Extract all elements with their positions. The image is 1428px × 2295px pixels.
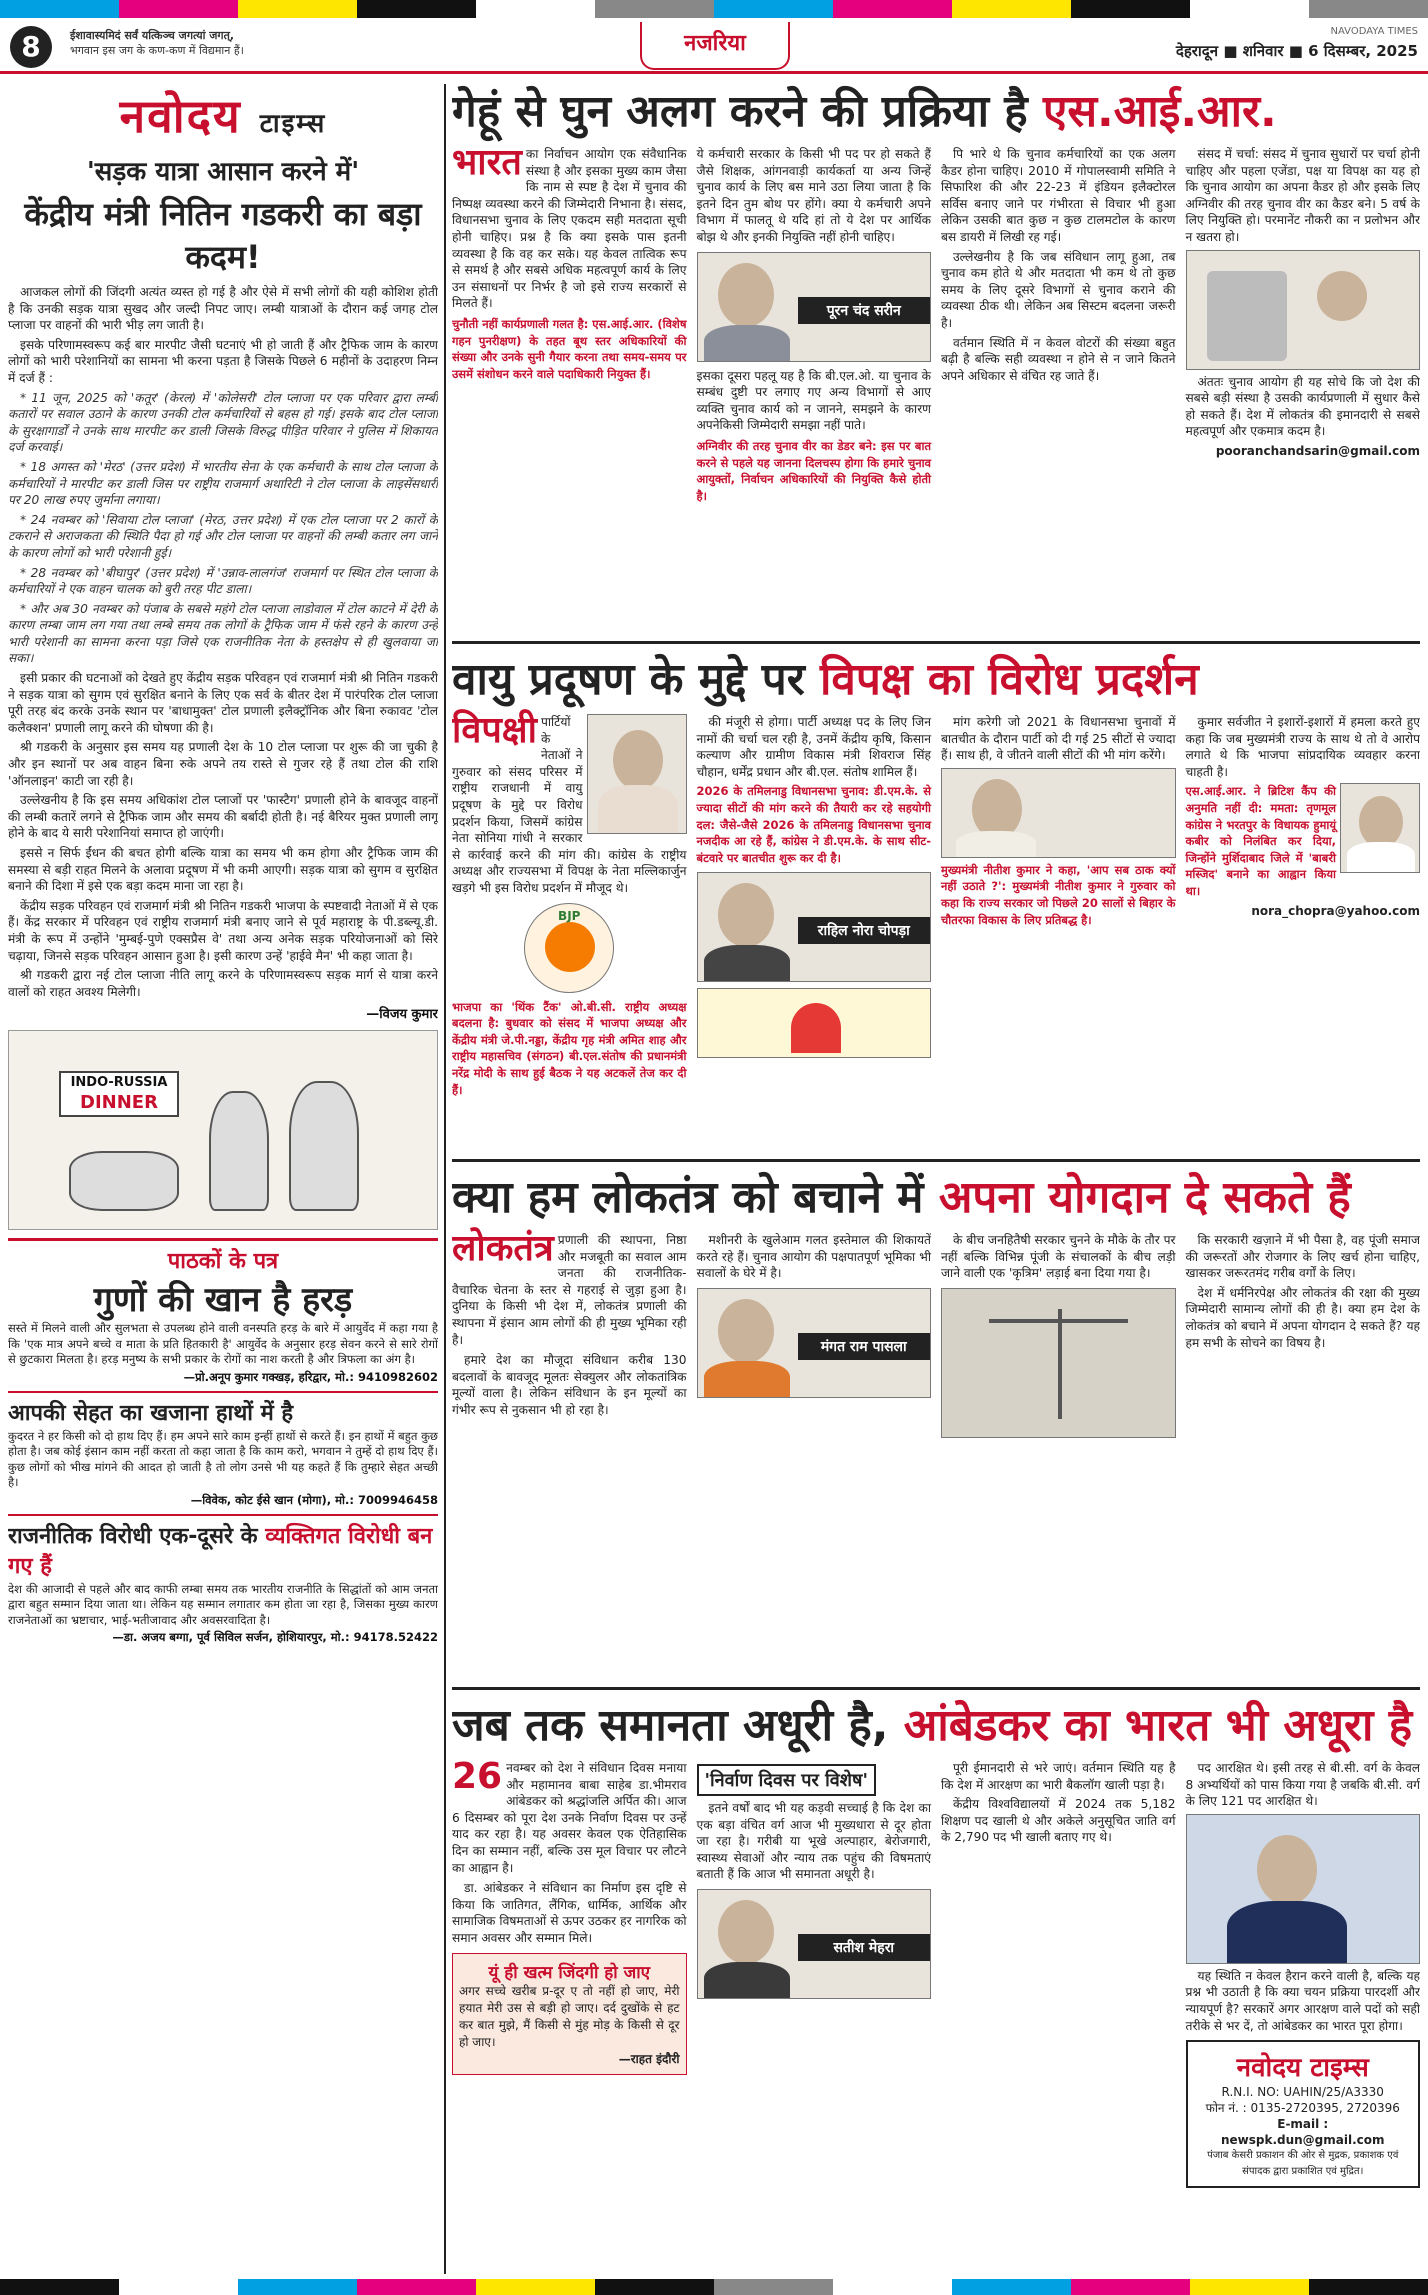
article-text: इतने वर्षों बाद भी यह कड़वी सच्चाई है कि देश का एक बड़ा वंचित वर्ग आज भी मुख्यधारा से दूर होता जा रहा है। गरीबी या भूखे अल्पाहार, बेरोजगारी, स्वास्थ्य सेवाओं और न्याय तक पहुंच की विषमताएं बताती हैं कि आज भी समानता अधूरी है। <box>696 1801 931 1882</box>
imprint-box <box>1186 2040 1421 2188</box>
author-email: nora_chopra@yahoo.com <box>1251 903 1420 918</box>
editorial-bullet: * और अब 30 नवम्बर को पंजाब के सबसे महंगे टोल प्लाजा लाडोवाल में टोल काटने में देरी के कारण लम्बा जाम लग गया तथा लम्बे समय तक लोगों के ट्रैफिक जाम में फंसे रहने के कारण उन्हें भारी परेशानी का सामना करना पड़ा जिसे एक राजनीतिक नेता के हस्तक्षेप से ही खुलवाया जा सका। <box>8 601 438 666</box>
editorial-para: इससे न सिर्फ ईंधन की बचत होगी बल्कि यात्रा का समय भी कम होगा और ट्रैफिक जाम की समस्या से बड़ी राहत मिलने के अलावा प्रदूषण में भी कमी आएगी। सड़क यात्रा को सुगम व सुरक्षित बनाने की दिशा में इसे एक बड़ा कदम माना जा रहा है। <box>8 846 438 894</box>
person-shirt <box>956 831 1036 858</box>
dropcap: लोकतंत्र <box>452 1228 554 1269</box>
headline-highlight: आंबेडकर का भारत भी अधूरा है <box>903 1700 1413 1751</box>
poem-signature: —राहत इंदौरी <box>618 2051 680 2066</box>
article-text: डा. आंबेडकर ने संविधान का निर्माण इस दृष्टि से किया कि जातिगत, लैंगिक, धार्मिक, आर्थिक और सामाजिक विषमताओं से ऊपर उठकर हर नागरिक को समान अवसर और सम्मान मिले। <box>452 1881 687 1945</box>
author-photo <box>697 1889 932 1999</box>
editorial-para: श्री गडकरी द्वारा नई टोल प्लाजा नीति लागू करने के परिणामस्वरूप सड़क मार्ग से यात्रा करने वालों को राहत अवश्य मिलेगी। <box>8 968 438 999</box>
article-column <box>1186 1760 1421 2188</box>
article-text: का निर्वाचन आयोग एक संवैधानिक संस्था है और इसका मुख्य काम जैसा कि नाम से स्पष्ट है देश में चुनाव की निष्पक्ष व्यवस्था करने की जिम्मेदारी निभाना है। संसद, विधानसभा चुनाव के लिए एकदम सही मतदाता सूची होनी चाहिए। प्रश्न है कि क्या इसके पास इतनी व्यवस्था है कि वह कर सके। यह केवल तात्विक रूप से समर्थ है और सबसे अधिक महत्वपूर्ण कार्य के लिए उन संसाधनों पर निर्भर है जो इसे राज्य सरकारों से मिलते हैं। <box>452 147 687 311</box>
editorial-para: उल्लेखनीय है कि इस समय अधिकांश टोल प्लाजों पर 'फास्टैग' प्रणाली होने के बावजूद वाहनों की लम्बी कतारें लगने से ट्रैफिक जाम और समय की बर्बादी होती है। नई बैरियर मुक्त प्रणाली लागू होने के बाद ये सारी परेशानियां समाप्त हो जाएंगी। <box>8 793 438 841</box>
dropcap: भारत <box>452 142 522 183</box>
letter-body: देश की आजादी से पहले और बाद काफी लम्बा समय तक भारतीय राजनीति के सिद्धांतों को आम जनता द्वारा बहुत सम्मान दिया जाता था। लेकिन यह सम्मान लगातार कम होता जा रहा है, जिसका मुख्य कारण राजनेताओं का भ्रष्टाचार, भाई-भतीजावाद और अवसरवादिता है। <box>8 1581 438 1627</box>
author-shirt <box>704 945 790 982</box>
article-text: ये कर्मचारी सरकार के किसी भी पद पर हो सकते हैं जैसे शिक्षक, आंगनवाड़ी कार्यकर्ता या अन्य जिन्हें चुनाव कार्य के लिए बस माने उठा लिया जाता है कि इतने दिन तुम बोथ पर होंगे। क्या ये कर्मचारी अपने विभाग में फालतू थे यदि हां तो ये देश पर आर्थिक बोझ थे और इनकी नियुक्ति नहीं होनी चाहिए। <box>696 147 931 244</box>
article-text: हमारे देश का मौजूदा संविधान करीब 130 बदलावों के बावजूद मूलतः सेक्युलर और लोकतांत्रिक मूल्यों वाला है। लेकिन संविधान के इन मूल्यों का गंभीर रूप से नुकसान भी हो रहा है। <box>452 1353 687 1417</box>
poem-text: अगर सच्चे खरीब प्र-दूर ए तो नहीं हो जाए, मेरी हयात मेरी उस से बड़ी हो जाए। दर्द दुखोंके से हट कर बात मुझे, मैं किसी से मुंह मोड़ के किसी से दूर हो जाए। <box>459 1983 680 2049</box>
article-ambedkar <box>452 1698 1420 2276</box>
article-text: के बीच जनहितैषी सरकार चुनने के मौके के तौर पर नहीं बल्कि विभिन्न पूंजी के संचालकों के बीच लड़ी जाने वाली एक 'कृत्रिम' लड़ाई बना दिया गया है। <box>941 1233 1176 1281</box>
scale-beam <box>989 1319 1129 1323</box>
article-subhead: अग्निवीर की तरह चुनाव वीर का डेडर बने: इस पर बात करने से पहले यह जानना दिलचस्प होगा कि हमारे चुनाव आयुक्तों, निर्वाचन अधिकारियों की नियुक्ति कैसे होती है। <box>696 438 931 503</box>
cartoon-sign-line1: INDO-RUSSIA <box>70 1075 168 1091</box>
article-democracy <box>452 1170 1420 1690</box>
editorial-bullet: * 11 जून, 2025 को 'कतूर' (केरल) में 'कोलेसरी' टोल प्लाजा पर एक परिवार द्वारा लम्बी कतारों पर सवाल उठाने के कारण उनकी टोल कर्मचारियों से बहस हो गई। इसके बाद टोल प्लाजा के सुरक्षागार्डों ने उनके साथ मारपीट कर डाली जिसके विरुद्ध पीड़ित परिवार ने पुलिस में शिकायत दर्ज करवाई। <box>8 390 438 455</box>
person-shirt <box>598 785 678 834</box>
masthead <box>0 22 1428 74</box>
paper-logo <box>108 84 338 146</box>
author-face <box>718 1900 774 1964</box>
article-column <box>452 710 687 1101</box>
article-text: पि भारे थे कि चुनाव कर्मचारियों का एक अलग कैडर होना चाहिए। 2010 में गोपालस्वामी समिति ने सिफारिश की और 22-23 में इंडियन इलैक्टोरल सर्विस बनाए जाने पर गंभीरता से विचार भी हुआ लेकिन उसकी बात कुछ न कुछ टालमटोल के कारण बस डायरी में लिखी रह गई। <box>941 147 1176 244</box>
cartoon-sign-line2: DINNER <box>80 1092 158 1114</box>
headline-part: वायु प्रदूषण के मुद्दे पर <box>452 654 821 705</box>
headline-part: क्या हम लोकतंत्र को बचाने में <box>452 1172 939 1223</box>
page-number: 8 <box>10 26 52 68</box>
article-column <box>941 146 1176 507</box>
author-shirt <box>704 325 790 362</box>
scales-illustration <box>941 1288 1176 1438</box>
article-text: कुमार सर्वजीत ने इशारों-इशारों में हमला करते हुए कहा कि जब मुख्यमंत्री राज्य के साथ थे तो वे आरोप लगाते थे कि भाजपा सांप्रदायिक व्यवहार करना चाहती है। <box>1185 715 1420 779</box>
article-text: कि सरकारी खज़ाने में भी पैसा है, वह पूंजी समाज की जरूरतों और रोजगार के लिए खर्च होना चाहिए, खासकर जरूरतमंद गरीब वर्गों के लिए। <box>1185 1233 1420 1281</box>
rising-sun-icon <box>791 1003 841 1053</box>
date-text: देहरादून ■ शनिवार ■ 6 दिसम्बर, 2025 <box>1175 42 1418 60</box>
evm-shape <box>1207 271 1287 361</box>
letter-signature: —विवेक, कोट ईसे खान (मोगा), मो.: 7009946458 <box>190 1492 438 1507</box>
article-text: संसद में चर्चा: संसद में चुनाव सुधारों पर चर्चा होनी चाहिए और पहला एजेंडा, पक्ष या विपक्ष का यह हो कि चुनाव आयोग का अपना कैडर हो और इसके लिए अग्निवीर की तरह चुनाव वीर का कैडर बने। 5 वर्ष के लिए नियुक्ति हो। परमानेंट नौकरी का न प्रलोभन और न खतरा हो। <box>1185 147 1420 244</box>
editorial-bullet: * 24 नवम्बर को 'सिवाया टोल प्लाजा' (मेरठ, उत्तर प्रदेश) में एक टोल प्लाजा पर 2 कारों के टकराने से अराजकता की स्थिति पैदा हो गई और टोल प्लाजा पर वाहनों की लम्बी कतार लग जाने के कारण लोगों को भारी परेशानी हुई। <box>8 512 438 560</box>
article-text: अंततः चुनाव आयोग ही यह सोचे कि जो देश की सबसे बड़ी संस्था है उसकी कार्यप्रणाली में सुधार कैसे हो सकते हैं। देश में लोकतंत्र की इमानदारी से सबसे महत्वपूर्ण और एकमात्र कदम है। <box>1185 374 1420 439</box>
author-photo <box>697 252 932 362</box>
logo-main: नवोदय <box>119 89 242 143</box>
column-rule <box>444 84 446 2274</box>
article-column <box>452 1756 687 2188</box>
article-text: पूरी ईमानदारी से भरे जाएं। वर्तमान स्थिति यह है कि देश में आरक्षण का भारी बैकलॉग खाली पड़ा है। <box>941 1761 1176 1792</box>
article-text: मशीनरी के खुलेआम गलत इस्तेमाल की शिकायतें करते रहे हैं। चुनाव आयोग की पक्षपातपूर्ण भूमिका भी सवालों के घेरे में है। <box>696 1233 931 1281</box>
article-text: देश में धर्मनिरपेक्ष और लोकतंत्र की रक्षा की मुख्य जिम्मेदारी सामान्य लोगों की ही है। क्या हम देश के लोकतंत्र को बचाने में अपना योगदान दे सकते हैं? यह हम सभी के सोचने का विषय है। <box>1185 1285 1420 1350</box>
article-sir <box>452 84 1420 644</box>
article-headline <box>452 1698 1420 1754</box>
editorial-byline: —विजय कुमार <box>366 1007 438 1023</box>
article-text: वर्तमान स्थिति में न केवल वोटरों की संख्या बहुत बढ़ी है बल्कि सही व्यवस्था न होने से न जाने कितने अपने अधिकार से वंचित रह जाते हैं। <box>941 335 1176 383</box>
author-name: सतीश मेहरा <box>798 1934 931 1961</box>
author-shirt <box>704 1361 790 1398</box>
cartoon-figure <box>289 1081 359 1211</box>
letter-title-highlight: व्यक्तिगत विरोधी बन गए हैं <box>8 1523 433 1579</box>
article-subhead: एस.आई.आर. ने ब्रिटिश कैंप की अनुमति नहीं दी: ममता: तृणमूल कांग्रेस ने भरतपुर के विधायक हुमायूं कबीर को निलंबित कर दिया, जिन्होंने मुर्शिदाबाद जिले में 'बाबरी मस्जिद' बनाने का आह्वान किया था। <box>1185 784 1336 898</box>
special-box: 'निर्वाण दिवस पर विशेष' <box>697 1764 876 1796</box>
letters-title: पाठकों के पत्र <box>167 1249 279 1275</box>
dropcap: विपक्षी <box>452 710 537 751</box>
headline-highlight: एस.आई.आर. <box>1042 86 1277 137</box>
party-symbol <box>697 988 932 1058</box>
mamata-photo <box>1340 783 1420 873</box>
person-shirt <box>1347 842 1415 873</box>
editorial-para: इसी प्रकार की घटनाओं को देखते हुए केंद्रीय सड़क परिवहन एवं राजमार्ग मंत्री श्री नितिन गडकरी ने सड़क यात्रा को सुगम एवं सुरक्षित बनाने के लिए एक सर्व के बीतर देश में पारंपरिक टोल प्लाजा पूरी तरह बंद करके उनके स्थान पर 'बाधामुक्त' टोल प्रणाली इलैक्ट्रॉनिक और बिना रुकावट 'टोल कलैक्शन' प्रणाली लागू करने की घोषणा की है। <box>8 671 438 735</box>
editorial-para: केंद्रीय सड़क परिवहन एवं राजमार्ग मंत्री श्री नितिन गडकरी भाजपा के स्पष्टवादी नेताओं में से एक हैं। केंद्र सरकार में परिवहन एवं राष्ट्रीय राजमार्ग मंत्री बनाए जाने से पूर्व महाराष्ट्र के पी.डब्ल्यू.डी. मंत्री के रूप में उन्होंने 'मुम्बई-पुणे एक्सप्रैस वे' तथा अन्य अनेक सड़क परियोजनाओं को सिरे चढ़ाया, जिनसे सड़क परिवहन आसान हुआ है। इसी कारण उन्हें 'हाईवे मैन' भी कहा जाता है। <box>8 898 438 963</box>
article-text: पद आरक्षित थे। इसी तरह से बी.सी. वर्ग के केवल 8 अभ्यर्थियों को पास किया गया है जबकि बी.सी. वर्ग के लिए 121 पद आरक्षित थे। <box>1185 1761 1420 1809</box>
person-face <box>1359 796 1403 848</box>
logo-sub: टाइम्स <box>259 109 327 139</box>
article-text: की मंजूरी से होगा। पार्टी अध्यक्ष पद के लिए जिन नामों की चर्चा चल रही है, उनमें केंद्रीय कृषि, किसान कल्याण और ग्रामीण विकास मंत्री शिवराज सिंह चौहान, धर्मेंद्र प्रधान और बी.एल. संतोष शामिल हैं। <box>696 715 931 779</box>
brand-name: NAVODAYA TIMES <box>1330 26 1418 37</box>
imprint-phone: फोन नं. : 0135-2720395, 2720396 <box>1205 2101 1400 2116</box>
letter-title: आपकी सेहत का खजाना हाथों में है <box>8 1391 438 1427</box>
letter-title <box>8 1514 438 1580</box>
article-column <box>452 1228 687 1444</box>
article-text: यह स्थिति न केवल हैरान करने वाली है, बल्कि यह प्रश्न भी उठाती है कि क्या चयन प्रक्रिया पारदर्शी और न्यायपूर्ण है? सरकारें अगर आरक्षण वाले पदों को सही तरीके से भर दें, तो आंबेडकर का भारत पूरा होगा। <box>1185 1968 1420 2033</box>
person-face <box>1257 1835 1317 1905</box>
author-name: मंगत राम पासला <box>798 1333 931 1360</box>
article-column <box>1186 1232 1421 1444</box>
editorial-para: आजकल लोगों की जिंदगी अत्यंत व्यस्त हो गई है और ऐसे में सभी लोगों की यही कोशिश होती है कि उनकी सड़क यात्रा सुखद और जल्दी निपट जाए। लम्बी यात्राओं के दौरान कई जगह टोल प्लाजा पर वाहनों की भारी भीड़ लग जाती है। <box>8 285 438 333</box>
article-headline <box>452 84 1420 140</box>
editorial-headline: केंद्रीय मंत्री नितिन गडकरी का बड़ा कदम! <box>24 195 422 276</box>
headline-part: गेहूं से घुन अलग करने की प्रक्रिया है <box>452 86 1043 137</box>
author-face <box>718 263 774 327</box>
article-column <box>697 1760 932 2188</box>
editorial-bullet: * 18 अगस्त को 'मेरठ' (उत्तर प्रदेश) में भारतीय सेना के एक कर्मचारी के साथ टोल प्लाजा के कर्मचारियों ने मारपीट कर डाली जिस पर राष्ट्रीय राजमार्ग अथारिटी ने टोल प्लाजा के लाइसेंसधारी पर 20 लाख रुपए जुर्माना लगाया। <box>8 459 438 508</box>
registration-bar <box>0 0 1428 18</box>
letter-title-part: राजनीतिक विरोधी एक-दूसरे के <box>8 1523 266 1549</box>
author-email: pooranchandsarin@gmail.com <box>1215 443 1420 458</box>
article-column <box>941 714 1176 1101</box>
article-column <box>1186 146 1421 507</box>
letter-body: सस्ते में मिलने वाली और सुलभता से उपलब्ध होने वाली वनस्पति हरड़ के बारे में आयुर्वेद में कहा गया है कि 'एक मात्र अपने बच्चे व माता के प्रति हितकारी है' आयुर्वेद के अनुसार हरड़ सेवन करने से सारे रोगों से छुटकारा मिलता है। हरड़ मनुष्य के सभी प्रकार के रोगों का नाश करती है और त्रिफला का अंग है। <box>8 1321 438 1367</box>
article-column <box>452 142 687 507</box>
headline-highlight: विपक्ष का विरोध प्रदर्शन <box>820 654 1199 705</box>
letter-title: गुणों की खान है हरड़ <box>93 1280 353 1321</box>
editorial-kicker: 'सड़क यात्रा आसान करने में' <box>86 157 360 187</box>
article-column <box>697 714 932 1101</box>
lotus-icon <box>545 922 595 972</box>
editorial-column <box>8 84 438 2274</box>
author-shirt <box>704 1962 790 1999</box>
scale-pole <box>1058 1309 1062 1419</box>
author-photo <box>697 872 932 982</box>
headline-highlight: अपना योगदान दे सकते हैं <box>938 1172 1351 1223</box>
article-text: केंद्रीय विश्वविद्यालयों में 2024 तक 5,182 शिक्षण पद खाली थे और अकेले अनुसूचित जाति वर्ग के 2,790 पद भी खाली बताए गए थे। <box>941 1797 1176 1845</box>
dropcap: 26 <box>452 1756 503 1797</box>
cartoon-figure <box>69 1151 179 1211</box>
sloka <box>70 28 330 58</box>
editorial-body <box>8 284 438 1000</box>
editorial-cartoon <box>8 1030 438 1230</box>
cartoon-sign <box>59 1071 179 1117</box>
evm-photo <box>1186 250 1421 370</box>
article-text: नवम्बर को देश ने संविधान दिवस मनाया और महामानव बाबा साहेब डा.भीमराव आंबेडकर को श्रद्धांजलि अर्पित की। आज 6 दिसम्बर को पूरा देश उनके निर्वाण दिवस पर उन्हें याद कर रहा है। यह अवसर केवल एक ऐतिहासिक दिन का सम्मान नहीं, बल्कि उस मूल विचार पर लौटने का आह्वान है। <box>452 1761 687 1875</box>
letter-signature: —डा. अजय बग्गा, पूर्व सिविल सर्जन, होशियारपुर, मो.: 94178.52422 <box>112 1630 438 1645</box>
author-face <box>718 883 774 947</box>
article-text: उल्लेखनीय है कि जब संविधान लागू हुआ, तब चुनाव कम होते थे और मतदाता भी कम थे तो कुछ समय के लिए दूसरे विभागों से चुनाव कराने की व्यवस्था ठीक थी। लेकिन अब सिस्टम बदलना जरूरी है। <box>941 249 1176 330</box>
article-headline <box>452 652 1420 708</box>
bjp-label: BJP <box>558 908 581 923</box>
article-column <box>941 1760 1176 2188</box>
article-headline <box>452 1170 1420 1226</box>
editorial-bullet: * 28 नवम्बर को 'बीघापुर' (उत्तर प्रदेश) में 'उन्नाव-लालगंज' राजमार्ग पर स्थित टोल प्लाजा के कर्मचारियों ने एक वाहन चालक को बुरी तरह पीट डाला। <box>8 565 438 597</box>
person-face <box>613 730 663 790</box>
author-face <box>718 1299 774 1363</box>
article-subhead: भाजपा का 'थिंक टैंक' ओ.बी.सी. राष्ट्रीय अध्यक्ष बदलना है: बुधवार को संसद में भाजपा अध्यक्ष और केंद्रीय मंत्री जे.पी.नड्डा, केंद्रीय गृह मंत्री अमित शाह और राष्ट्रीय महासचिव (संगठन) बी.एल.संतोष की प्रधानमंत्री नरेंद्र मोदी के साथ हुई बैठक ने यह अटकलें तेज कर दी हैं। <box>452 999 687 1097</box>
article-subhead: चुनौती नहीं कार्यप्रणाली गलत है: एस.आई.आर. (विशेष गहन पुनरीक्षण) के तहत बूथ स्तर अधिकारियों की संख्या और उनके सुनी गैयार करना तथा समय-समय पर उसमें संशोधन करने वाले पदाधिकारी नियुक्त हैं। <box>452 316 687 381</box>
editorial-para: श्री गडकरी के अनुसार इस समय यह प्रणाली देश के 10 टोल प्लाजा पर शुरू की जा चुकी है और इन स्थानों पर अब वाहन बिना रुके अपने तय रास्ते से गुजर रहे हैं तथा टोल की राशि 'ऑनलाइन' काटी जा रही है। <box>8 740 438 788</box>
imprint-email: E-mail : newspk.dun@gmail.com <box>1220 2117 1385 2148</box>
article-pollution <box>452 652 1420 1162</box>
article-subhead: 2026 के तमिलनाडु विधानसभा चुनाव: डी.एम.के. से ज्यादा सीटों की मांग करने की तैयारी कर रहे सहयोगी दल: जैसे-जैसे 2026 के तमिलनाडु विधानसभा चुनाव नजदीक आ रहे हैं, कांग्रेस ने डी.एम.के. के साथ सीट-बंटवारे पर बातचीत शुरू कर दी है। <box>696 784 931 865</box>
article-subhead: मुख्यमंत्री नीतीश कुमार ने कहा, 'आप सब ठाक क्यों नहीं उठाते ?': मुख्यमंत्री नीतीश कुमार ने गुरुवार को कहा कि राज्य सरकार जो पिछले 20 सालों से बिहार के चौतरफा विकास के लिए प्रतिबद्ध है। <box>941 862 1176 927</box>
imprint-logo: नवोदय टाइम्स <box>1236 2053 1369 2084</box>
author-name: पूरन चंद सरीन <box>798 297 931 324</box>
article-text: इसका दूसरा पहलू यह है कि बी.एल.ओ. या चुनाव के सम्बंध दुष्टी पर लगाए गए अन्य विभागों से आए व्यक्ति चुनाव कार्य को न जानने, समझने के कारण अपनेकिसी जिम्मेदारी समझा नहीं पाते। <box>696 368 931 433</box>
imprint-note: पंजाब केसरी प्रकाशन की ओर से मुद्रक, प्रकाशक एवं संपादक द्वारा प्रकाशित एवं मुद्रित। <box>1207 2150 1399 2178</box>
person-face <box>1317 271 1367 321</box>
dateline <box>1176 26 1418 61</box>
article-column <box>941 1232 1176 1444</box>
person-suit <box>1227 1901 1347 1964</box>
editorial-para: इसके परिणामस्वरूप कई बार मारपीट जैसी घटनाएं भी हो जाती हैं और ट्रैफिक जाम के कारण लोगों को भारी परेशानियों का सामना भी करना पड़ता है जिसके पिछले 6 महीनों के उदाहरण निम्न में दर्ज हैं : <box>8 337 438 385</box>
poem-title: यूं ही खत्म जिंदगी हो जाए <box>488 1962 651 1983</box>
registration-bar-bottom <box>0 2279 1428 2295</box>
author-photo <box>697 1288 932 1398</box>
article-column <box>697 1232 932 1444</box>
sloka-line-2: भगवान इस जग के कण-कण में विद्यमान हैं। <box>70 44 244 57</box>
headline-part: जब तक समानता अधूरी है, <box>452 1700 904 1751</box>
author-name: राहिल नोरा चोपड़ा <box>798 917 931 944</box>
sloka-line-1: ईशावास्यमिदं सर्वं यत्किञ्च जगत्यां जगत्, <box>70 29 235 42</box>
article-column <box>697 146 932 507</box>
imprint-rni: R.N.I. NO: UAHIN/25/A3330 <box>1221 2085 1384 2100</box>
letters-section <box>8 1238 438 1645</box>
section-tab: नजरिया <box>640 22 790 70</box>
article-column <box>1186 714 1421 1101</box>
cartoon-figure <box>209 1091 269 1211</box>
article-text: प्रणाली की स्थापना, निष्ठा और मजबूती का सवाल आम जनता की राजनीतिक-वैचारिक चेतना के स्तर से गहराई से जुड़ा हुआ है। दुनिया के किसी भी देश में, लोकतंत्र प्रणाली की स्थापना में इंसान आम लोगों की ही मुख्य भूमिका रही है। <box>452 1233 687 1347</box>
sonia-gandhi-photo <box>587 714 687 834</box>
nitish-kumar-photo <box>941 768 1176 858</box>
poem-box <box>452 1953 687 2075</box>
article-text: मांग करेगी जो 2021 के विधानसभा चुनावों में बातचीत के दौरान पार्टी को दी गई 25 सीटों से ज्यादा हैं। साथ ही, वे जीतने वाली सीटों की भी मांग करेंगे। <box>941 715 1176 763</box>
ambedkar-photo <box>1186 1814 1421 1964</box>
letter-signature: —प्रो.अनूप कुमार गक्खड़, हरिद्वार, मो.: 9410982602 <box>183 1369 438 1384</box>
letter-body: कुदरत ने हर किसी को दो हाथ दिए हैं। हम अपने सारे काम इन्हीं हाथों से करते हैं। इन हाथों में बहुत कुछ होता है। जब कोई इंसान काम नहीं करता तो कहा जाता है कि काम करो, भगवान ने तुम्हें दो हाथ दिए हैं। कुछ लोगों को भीख मांगने की आदत हो जाती है तो लोग उनसे भी यह कहते हैं कि तुम्हारे सेहत अच्छी है। <box>8 1428 438 1490</box>
article-text: पार्टियों के नेताओं ने गुरुवार को संसद परिसर में राष्ट्रीय राजधानी में वायु प्रदूषण के मुद्दे पर विरोध प्रदर्शन किया, जिसमें कांग्रेस नेता सोनिया गांधी ने सरकार से कार्रवाई करने की मांग की। कांग्रेस के राष्ट्रीय अध्यक्ष और राज्यसभा में विपक्ष के नेता मल्लिकार्जुन खड़गे भी इस विरोध प्रदर्शन में मौजूद थे। <box>452 715 687 895</box>
person-face <box>972 779 1022 839</box>
bjp-logo <box>524 903 614 993</box>
